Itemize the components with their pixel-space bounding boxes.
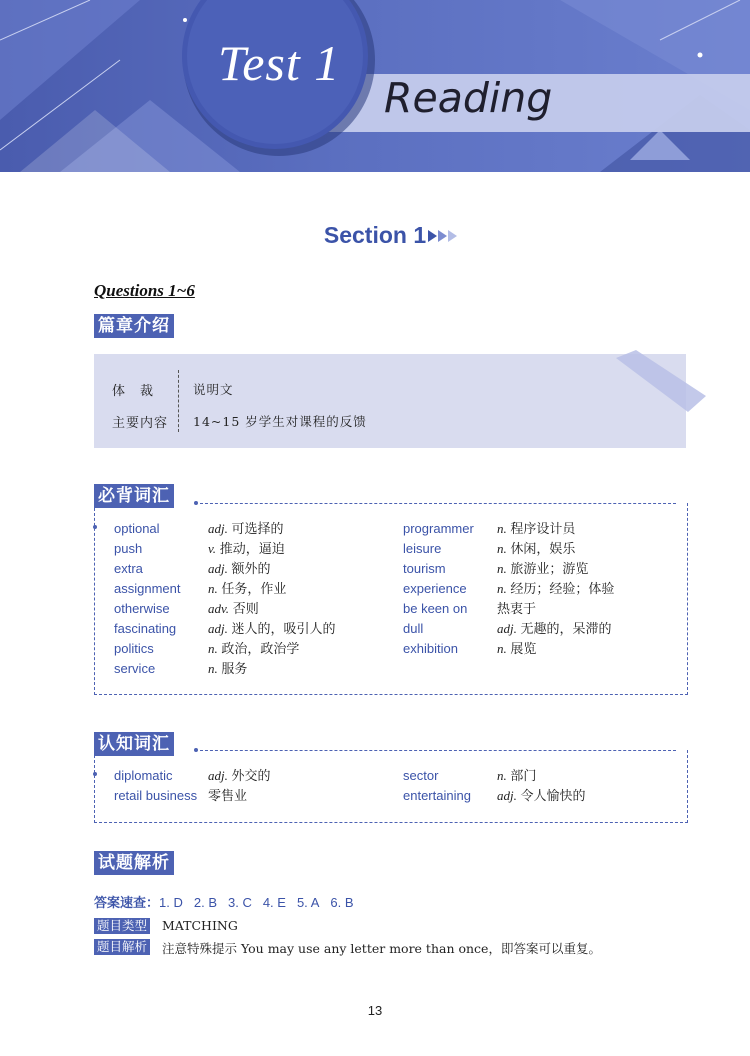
vocab-word: politics xyxy=(114,641,154,656)
part-of-speech: adv. xyxy=(208,601,230,616)
vocab-word: service xyxy=(114,661,156,676)
answer-key xyxy=(94,892,365,911)
vocab-meaning: 程序设计员 xyxy=(510,521,576,536)
reading-title: Reading xyxy=(384,74,553,122)
answers-label: 答案速查： xyxy=(94,895,160,910)
tape-decoration xyxy=(612,350,708,420)
must-vocab-tag: 必背词汇 xyxy=(94,484,174,508)
recog-vocab-left-column xyxy=(114,767,394,807)
intro-box xyxy=(94,354,686,448)
vocab-word: extra xyxy=(114,561,143,576)
part-of-speech: n. xyxy=(497,561,507,576)
vocab-meaning: 经历；经验；体验 xyxy=(510,581,615,596)
part-of-speech: adj. xyxy=(208,768,228,783)
answer-item: 3. C xyxy=(227,895,252,910)
part-of-speech: v. xyxy=(208,541,217,556)
vocab-meaning: 令人愉快的 xyxy=(520,788,586,803)
bullet-dot xyxy=(93,525,97,529)
vocab-meaning: 否则 xyxy=(232,601,259,616)
part-of-speech: adj. xyxy=(208,561,228,576)
section-title: Section 1 xyxy=(323,222,427,248)
part-of-speech: n. xyxy=(208,641,218,656)
question-type-tag: 题目类型 xyxy=(94,918,150,934)
answer-item: 6. B xyxy=(330,895,354,910)
vocab-meaning: 外交的 xyxy=(231,768,271,783)
vocab-word: programmer xyxy=(403,521,474,536)
vocab-meaning: 部门 xyxy=(510,768,537,783)
vocab-word: fascinating xyxy=(114,621,177,636)
part-of-speech: n. xyxy=(497,581,507,596)
vocab-meaning: 政治，政治学 xyxy=(221,641,300,656)
vocab-word: dull xyxy=(403,621,424,636)
part-of-speech: n. xyxy=(497,521,507,536)
question-explain-value: 注意特殊提示 You may use any letter more than once，即答案可以重复。 xyxy=(162,941,601,956)
answer-item: 2. B xyxy=(193,895,217,910)
test-title: Test 1 xyxy=(218,35,341,91)
vocab-meaning: 额外的 xyxy=(231,561,271,576)
vocab-meaning: 服务 xyxy=(221,661,248,676)
part-of-speech: n. xyxy=(208,661,218,676)
analysis-tag: 试题解析 xyxy=(94,851,174,875)
vocab-word: leisure xyxy=(403,541,442,556)
vocab-word: sector xyxy=(403,768,439,783)
part-of-speech: adj. xyxy=(497,621,517,636)
part-of-speech: n. xyxy=(497,768,507,783)
vocab-meaning: 热衷于 xyxy=(497,601,537,616)
vocab-meaning: 旅游业；游览 xyxy=(510,561,589,576)
part-of-speech: adj. xyxy=(208,621,228,636)
vocab-word: push xyxy=(114,541,143,556)
banner-decoration xyxy=(0,0,750,172)
bullet-dot xyxy=(93,772,97,776)
vocab-meaning: 无趣的，呆滞的 xyxy=(520,621,612,636)
vocab-word: retail business xyxy=(114,788,198,803)
intro-key: 主要内容 xyxy=(112,415,169,430)
part-of-speech: n. xyxy=(208,581,218,596)
question-explain-tag: 题目解析 xyxy=(94,939,150,955)
questions-label: Questions 1~6 xyxy=(94,281,195,300)
answer-item: 4. E xyxy=(262,895,286,910)
vocab-word: optional xyxy=(114,521,160,536)
intro-value: 14~15 岁学生对课程的反馈 xyxy=(193,414,367,429)
vocab-word: otherwise xyxy=(114,601,170,616)
must-vocab-left-column xyxy=(114,520,394,690)
vocab-word: entertaining xyxy=(403,788,471,803)
triple-play-arrow-icon xyxy=(428,229,460,243)
answer-item: 1. D xyxy=(159,895,183,910)
question-type-value: MATCHING xyxy=(162,918,238,933)
intro-row xyxy=(94,380,686,404)
answer-item: 5. A xyxy=(296,895,320,910)
vocab-word: assignment xyxy=(114,581,181,596)
part-of-speech: n. xyxy=(497,541,507,556)
vocab-meaning: 休闲，娱乐 xyxy=(510,541,576,556)
intro-tag: 篇章介绍 xyxy=(94,314,174,338)
intro-value: 说明文 xyxy=(193,382,234,397)
vocab-word: exhibition xyxy=(403,641,458,656)
vocab-word: diplomatic xyxy=(114,768,173,783)
vocab-meaning: 展览 xyxy=(510,641,537,656)
vocab-meaning: 可选择的 xyxy=(231,521,284,536)
vocab-meaning: 任务，作业 xyxy=(221,581,287,596)
intro-key: 体 裁 xyxy=(112,383,155,398)
header-banner xyxy=(0,0,750,172)
vocab-word: be keen on xyxy=(403,601,468,616)
intro-row xyxy=(94,412,686,436)
page-number: 13 xyxy=(367,1003,383,1018)
vocab-meaning: 推动，逼迫 xyxy=(219,541,285,556)
recog-vocab-right-column xyxy=(403,767,683,807)
vocab-word: tourism xyxy=(403,561,446,576)
part-of-speech: n. xyxy=(497,641,507,656)
part-of-speech: adj. xyxy=(497,788,517,803)
recog-vocab-tag: 认知词汇 xyxy=(94,732,174,756)
vocab-meaning: 零售业 xyxy=(208,788,248,803)
part-of-speech: adj. xyxy=(208,521,228,536)
vocab-word: experience xyxy=(403,581,467,596)
vocab-meaning: 迷人的，吸引人的 xyxy=(231,621,336,636)
must-vocab-right-column xyxy=(403,520,683,670)
